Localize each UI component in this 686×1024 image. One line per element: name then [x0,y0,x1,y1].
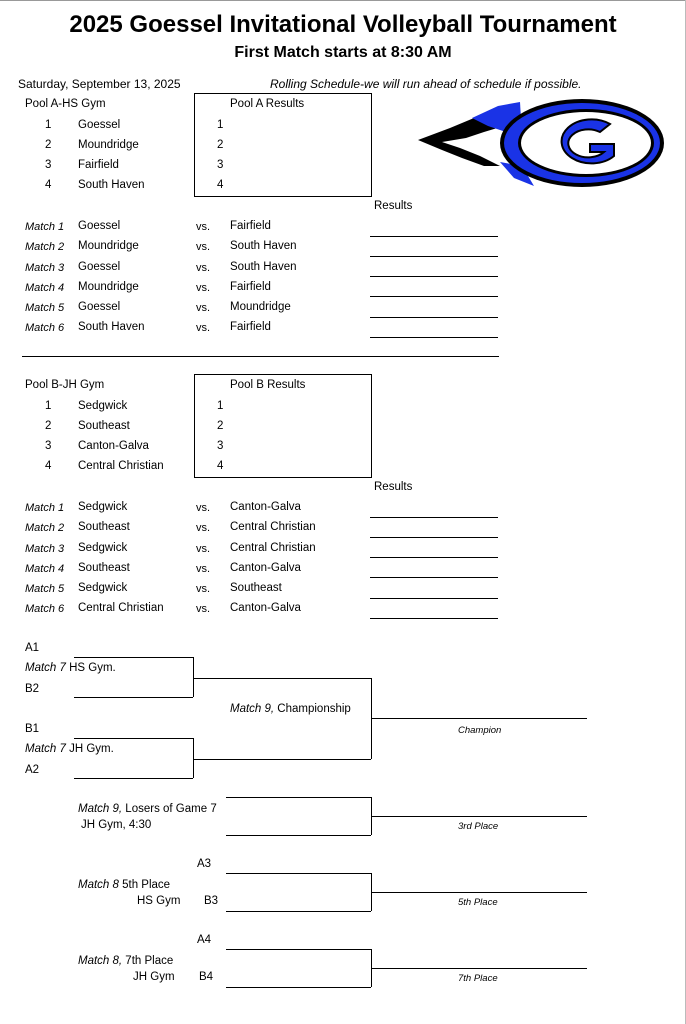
match-team-b: South Haven [230,240,297,252]
result-line [370,236,498,237]
seed-a3: A3 [197,858,212,870]
match-team-a: Goessel [78,261,121,273]
result-line [370,296,498,297]
result-line [370,337,498,338]
seed-b1: B1 [25,723,40,735]
match-number: Match 8 [78,879,119,891]
pool-b-results-title: Pool B Results [230,379,306,391]
pool-a-results-title: Pool A Results [230,98,305,110]
match8-seventh-label [78,955,173,967]
match-team-b: Southeast [230,582,282,594]
event-date: Saturday, September 13, 2025 [18,77,181,91]
match-team-b: Canton-Galva [230,501,301,513]
match-number: Match 7 [25,662,66,674]
pool-b-team-num: 1 [45,400,52,412]
result-line [370,517,498,518]
match-team-a: Moundridge [78,281,139,293]
match-desc: Losers of Game 7 [122,803,217,815]
match-label: Match 4 [25,563,65,575]
bracket-line [74,697,193,698]
page-title: 2025 Goessel Invitational Volleyball Tournament [69,11,617,38]
pool-b-result-num: 2 [217,420,224,432]
match-vs: vs. [196,603,211,615]
pool-a-team-name: Goessel [78,119,121,131]
seed-a4: A4 [197,934,212,946]
match-team-b: Fairfield [230,220,271,232]
fifth-place-label: 5th Place [458,897,498,908]
logo-letter: G [414,96,415,97]
match-team-b: South Haven [230,261,297,273]
pool-b-title: Pool B-JH Gym [25,379,105,391]
match7-hs-label [25,662,116,674]
page-top-border [0,0,686,1]
bracket-line [226,987,371,988]
match-team-b: Moundridge [230,301,291,313]
result-line [370,256,498,257]
pool-a-team-num: 2 [45,139,52,151]
bluejay-logo-icon [414,96,666,190]
match-team-b: Canton-Galva [230,562,301,574]
bracket-line [74,778,193,779]
result-line [370,618,498,619]
match-label: Match 6 [25,322,65,334]
match-label: Match 4 [25,282,65,294]
pool-a-team-name: Fairfield [78,159,119,171]
match-vs: vs. [196,563,211,575]
pool-a-team-name: Moundridge [78,139,139,151]
match-vs: vs. [196,262,211,274]
pool-a-result-num: 4 [217,179,224,191]
pool-a-team-num: 3 [45,159,52,171]
pool-a-team-name: South Haven [78,179,145,191]
match-team-b: Fairfield [230,321,271,333]
seventh-place-line [371,968,587,969]
match-team-a: Southeast [78,521,130,533]
match9-championship-label [230,703,351,715]
match-team-a: Sedgwick [78,582,128,594]
match-vs: vs. [196,522,211,534]
match-desc: Championship [274,703,351,715]
bracket-line [226,797,371,798]
match-vs: vs. [196,241,211,253]
logo [414,96,666,193]
pool-a-result-num: 2 [217,139,224,151]
result-line [370,537,498,538]
bracket-line [193,738,194,778]
pool-b-result-num: 1 [217,400,224,412]
result-line [370,557,498,558]
schedule-note: Rolling Schedule-we will run ahead of schedule if possible. [270,77,582,91]
match-vs: vs. [196,282,211,294]
seed-a2: A2 [25,764,40,776]
match-label: Match 2 [25,522,65,534]
pool-b-team-name: Southeast [78,420,130,432]
match9-losers-place: JH Gym, 4:30 [81,819,152,831]
match-label: Match 1 [25,502,65,514]
match-number: Match 9, [78,803,123,815]
match-label: Match 5 [25,302,65,314]
pool-b-result-num: 4 [217,460,224,472]
pool-a-result-num: 3 [217,159,224,171]
bracket-line [226,835,371,836]
match-label: Match 5 [25,583,65,595]
result-line [370,276,498,277]
match-number: Match 7 [25,743,66,755]
pool-a-team-num: 1 [45,119,52,131]
match-label: Match 2 [25,241,65,253]
match-team-a: Sedgwick [78,542,128,554]
pool-a-results-label: Results [374,200,413,212]
pool-b-team-name: Central Christian [78,460,164,472]
pool-b-team-num: 3 [45,440,52,452]
pool-a-result-num: 1 [217,119,224,131]
match-label: Match 3 [25,543,65,555]
match-number: Match 8, [78,955,123,967]
match-team-a: Goessel [78,220,121,232]
match-vs: vs. [196,322,211,334]
pool-b-team-name: Sedgwick [78,400,128,412]
match-team-b: Central Christian [230,521,316,533]
bracket-line [193,678,371,679]
match-vs: vs. [196,302,211,314]
match-vs: vs. [196,543,211,555]
seed-b4: B4 [199,971,214,983]
bracket-line [226,911,371,912]
bracket-line [74,657,193,658]
seed-a1: A1 [25,642,40,654]
match7-jh-label [25,743,114,755]
pool-a-title: Pool A-HS Gym [25,98,106,110]
section-divider [22,356,499,357]
match-place: JH Gym. [65,743,114,755]
seed-b3: B3 [204,895,219,907]
match-place: HS Gym. [65,662,116,674]
match-team-a: Goessel [78,301,121,313]
match8-fifth-place: HS Gym [137,895,181,907]
bracket-line [226,873,371,874]
match-team-a: South Haven [78,321,145,333]
third-place-label: 3rd Place [458,821,499,832]
fifth-place-line [371,892,587,893]
pool-b-results-label: Results [374,481,413,493]
match-team-b: Fairfield [230,281,271,293]
match-desc: 5th Place [118,879,171,891]
match-vs: vs. [196,583,211,595]
match-team-b: Canton-Galva [230,602,301,614]
result-line [370,577,498,578]
match9-losers-label [78,803,217,815]
match-vs: vs. [196,502,211,514]
match-team-a: Central Christian [78,602,164,614]
seventh-place-label: 7th Place [458,973,498,984]
match-team-a: Sedgwick [78,501,128,513]
seed-b2: B2 [25,683,40,695]
pool-b-team-num: 4 [45,460,52,472]
match-label: Match 1 [25,221,65,233]
page-subtitle: First Match starts at 8:30 AM [234,44,452,61]
match-label: Match 3 [25,262,65,274]
pool-b-team-num: 2 [45,420,52,432]
match-team-a: Southeast [78,562,130,574]
result-line [370,598,498,599]
bracket-line [74,738,193,739]
match-number: Match 9, [230,703,275,715]
bracket-line [226,949,371,950]
champion-label: Champion [458,725,502,736]
match8-seventh-place: JH Gym [133,971,175,983]
match-label: Match 6 [25,603,65,615]
pool-a-team-num: 4 [45,179,52,191]
match8-fifth-label [78,879,170,891]
match-vs: vs. [196,221,211,233]
bracket-line [193,759,371,760]
match-team-b: Central Christian [230,542,316,554]
match-team-a: Moundridge [78,240,139,252]
bracket-line [193,657,194,697]
pool-b-team-name: Canton-Galva [78,440,149,452]
pool-b-result-num: 3 [217,440,224,452]
third-place-line [371,816,587,817]
match-desc: 7th Place [122,955,174,967]
result-line [370,317,498,318]
champion-line [371,718,587,719]
